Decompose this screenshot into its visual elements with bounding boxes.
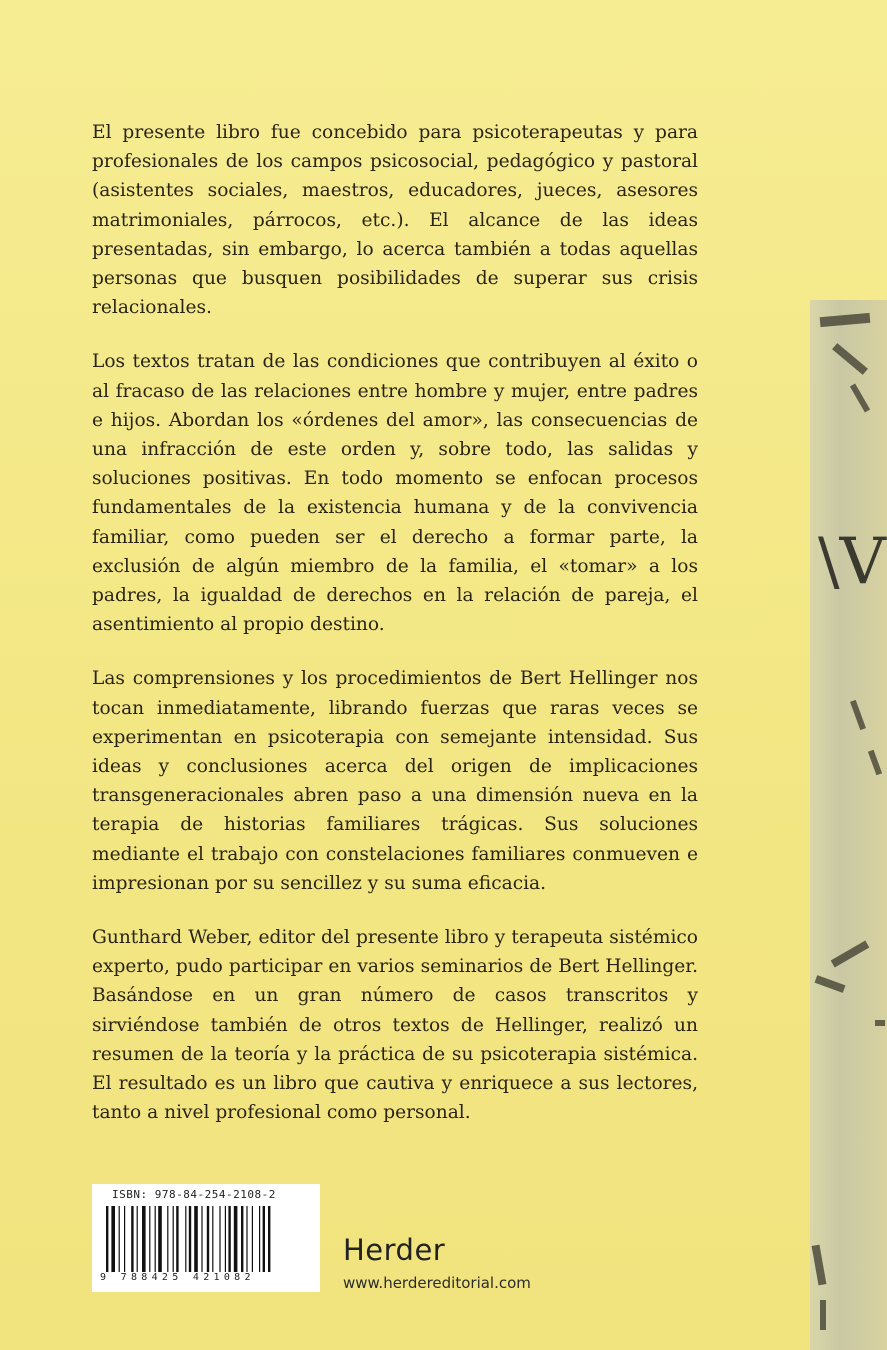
blurb-paragraph: El presente libro fue concebido para psicoterapeutas y para profesionales de los campos psicosocial, pedagógico y pastoral (asistentes sociales, maestros, educadores, jueces, asesores matrimoniales, párrocos, etc.). El alcance de las ideas presentadas, sin embargo, lo acerca también a todas aquellas personas que busquen posibilidades de superar sus crisis relacionales.: [92, 122, 698, 319]
spine-letter-graphic: \V: [818, 525, 886, 599]
blurb-paragraph: Gunthard Weber, editor del presente libro y terapeuta sistémico experto, pudo participar en varios seminarios de Bert Hellinger. Basándose en un gran número de casos transcritos y sirviéndose también de otros textos de Hellinger, realizó un resumen de la teoría y la práctica de su psicoterapia sistémica. El resultado es un libro que cautiva y enriquece a sus lectores, tanto a nivel profesional como personal.: [92, 927, 698, 1124]
back-cover-blurb: [92, 118, 698, 1153]
barcode-digits: 9 788425 421082: [100, 1272, 255, 1283]
isbn-label: ISBN: 978-84-254-2108-2: [112, 1188, 276, 1201]
isbn-barcode: [92, 1184, 320, 1292]
spine-art-strip: [810, 300, 887, 1350]
blurb-paragraph: Los textos tratan de las condiciones que contribuyen al éxito o al fracaso de las relaciones entre hombre y mujer, entre padres e hijos. Abordan los «órdenes del amor», las consecuencias de una infracción de este orden y, sobre todo, las salidas y soluciones positivas. En todo momento se enfocan procesos fundamentales de la existencia humana y de la convivencia familiar, como pueden ser el derecho a formar parte, la exclusión de algún miembro de la familia, el «tomar» a los padres, la igualdad de derechos en la relación de pareja, el asentimiento al propio destino.: [92, 351, 698, 636]
blurb-paragraph: Las comprensiones y los procedimientos de Bert Hellinger nos tocan inmediatamente, librando fuerzas que raras veces se experimentan en psicoterapia con semejante intensidad. Sus ideas y conclusiones acerca del origen de implicaciones transgeneracionales abren paso a una dimensión nueva en la terapia de historias familiares trágicas. Sus soluciones mediante el trabajo con constelaciones familiares conmueven e impresionan por su sencillez y su suma eficacia.: [92, 668, 698, 894]
publisher-logo: Herder: [343, 1233, 446, 1267]
publisher-website: www.herdereditorial.com: [343, 1274, 531, 1292]
barcode-bars: [106, 1206, 312, 1272]
